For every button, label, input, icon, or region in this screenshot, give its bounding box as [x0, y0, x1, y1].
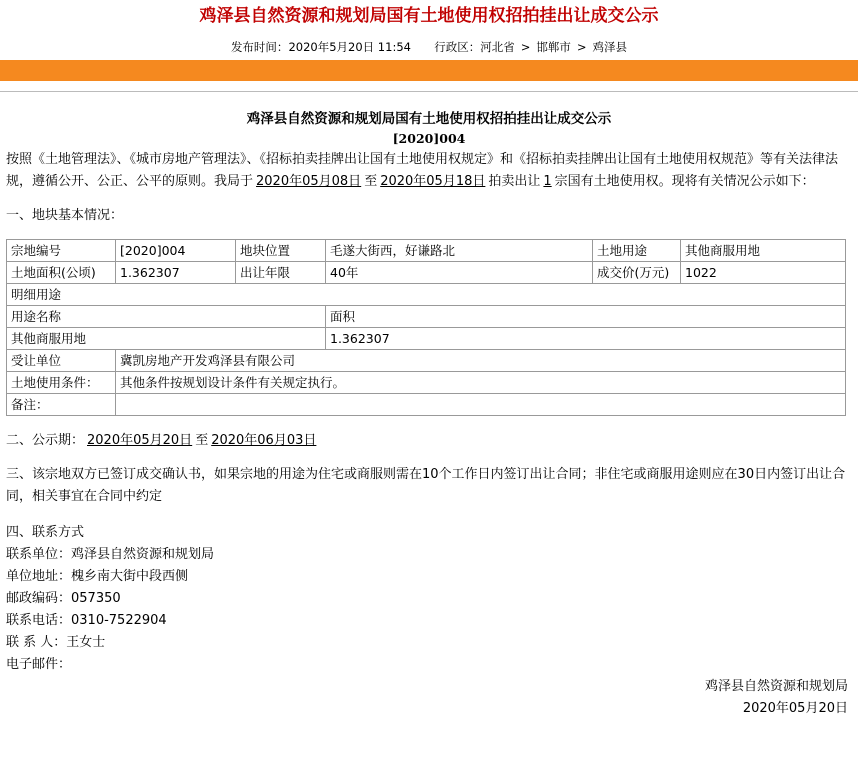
contact-email: 电子邮件：: [6, 657, 72, 672]
parcel-no-label: 宗地编号: [7, 240, 116, 262]
intro-count: 1: [543, 174, 552, 189]
table-row: [7, 240, 846, 262]
area-label: 土地面积(公顷): [7, 262, 116, 284]
intro-date-end: 2020年05月18日: [380, 174, 486, 189]
conditions-label: 土地使用条件：: [7, 372, 116, 394]
parcel-no-value: [2020]004: [116, 240, 236, 262]
remarks-value: [116, 394, 846, 416]
location-value: 毛遂大街西，好谦路北: [326, 240, 593, 262]
chevron-right-icon: >: [520, 40, 531, 54]
location-label: 地块位置: [236, 240, 326, 262]
detail-name-label: 用途名称: [7, 306, 326, 328]
table-row: [7, 328, 846, 350]
assignee-label: 受让单位: [7, 350, 116, 372]
intro-text-3: 宗国有土地使用权。现将有关情况公示如下：: [554, 174, 815, 189]
publish-meta: [0, 38, 858, 56]
section-2-to: 至: [195, 433, 209, 448]
intro-to: 至: [364, 174, 378, 189]
footer-date: 2020年05月20日: [742, 701, 848, 716]
page-header-title: 鸡泽县自然资源和规划局国有土地使用权招拍挂出让成交公示: [199, 6, 659, 26]
section-4-heading: 四、联系方式: [6, 525, 85, 540]
publish-time: 2020年5月20日 11:54: [288, 40, 411, 54]
contact-phone: 联系电话：0310-7522904: [6, 613, 167, 628]
detail-name-value: 其他商服用地: [7, 328, 326, 350]
contact-postcode: 邮政编码：057350: [6, 591, 121, 606]
divider-line: [0, 91, 858, 92]
table-row: [7, 306, 846, 328]
contact-unit: 联系单位：鸡泽县自然资源和规划局: [6, 547, 215, 562]
table-row: [7, 372, 846, 394]
contact-person: 联 系 人：王女士: [6, 635, 106, 650]
intro-paragraph: [0, 149, 858, 193]
section-2-end: 2020年06月03日: [211, 433, 317, 448]
section-3-text: 三、该宗地双方已签订成交确认书，如果宗地的用途为住宅或商服则需在10个工作日内签订出让合同；非住宅或商服用途则应在30日内签订出让合同，相关事宜在合同中约定: [6, 467, 846, 504]
intro-text-1: 按照《土地管理法》、《城市房地产管理法》、《招标拍卖挂牌出让国有土地使用权规定》和《招标拍卖挂牌出让国有土地使用权规范》等有关法律法规，遵循公开、公正、公平的原则。我局于: [6, 152, 839, 189]
detail-use-label: 明细用途: [7, 284, 846, 306]
orange-divider-bar: [0, 60, 858, 81]
section-2-label: 二、公示期：: [6, 433, 85, 448]
region-label: 行政区：: [434, 40, 481, 54]
assignee-value: 冀凯房地产开发鸡泽县有限公司: [116, 350, 846, 372]
region-province[interactable]: 河北省: [480, 40, 515, 54]
table-row: [7, 262, 846, 284]
intro-text-2: 拍卖出让: [488, 174, 541, 189]
table-row: [7, 394, 846, 416]
region-city[interactable]: 邯郸市: [536, 40, 571, 54]
remarks-label: 备注：: [7, 394, 116, 416]
area-value: 1.362307: [116, 262, 236, 284]
section-2-start: 2020年05月20日: [87, 433, 193, 448]
table-row: [7, 284, 846, 306]
section-1-heading: 一、地块基本情况：: [6, 208, 124, 223]
chevron-right-icon: >: [576, 40, 587, 54]
conditions-value: 其他条件按规划设计条件有关规定执行。: [116, 372, 846, 394]
publish-label: 发布时间：: [230, 40, 289, 54]
parcel-info-table: [6, 239, 846, 416]
intro-date-start: 2020年05月08日: [256, 174, 362, 189]
use-value: 其他商服用地: [681, 240, 846, 262]
region-county[interactable]: 鸡泽县: [592, 40, 628, 54]
footer-organization: 鸡泽县自然资源和规划局: [704, 679, 848, 694]
document-number: [2020]004: [392, 131, 466, 146]
term-value: 40年: [326, 262, 593, 284]
contact-address: 单位地址：槐乡南大街中段西侧: [6, 569, 189, 584]
price-value: 1022: [681, 262, 846, 284]
detail-area-label: 面积: [326, 306, 846, 328]
detail-area-value: 1.362307: [326, 328, 846, 350]
document-title: 鸡泽县自然资源和规划局国有土地使用权招拍挂出让成交公示: [246, 111, 612, 127]
term-label: 出让年限: [236, 262, 326, 284]
price-label: 成交价(万元): [593, 262, 681, 284]
table-row: [7, 350, 846, 372]
use-label: 土地用途: [593, 240, 681, 262]
section-2-publicity-period: [0, 430, 858, 452]
